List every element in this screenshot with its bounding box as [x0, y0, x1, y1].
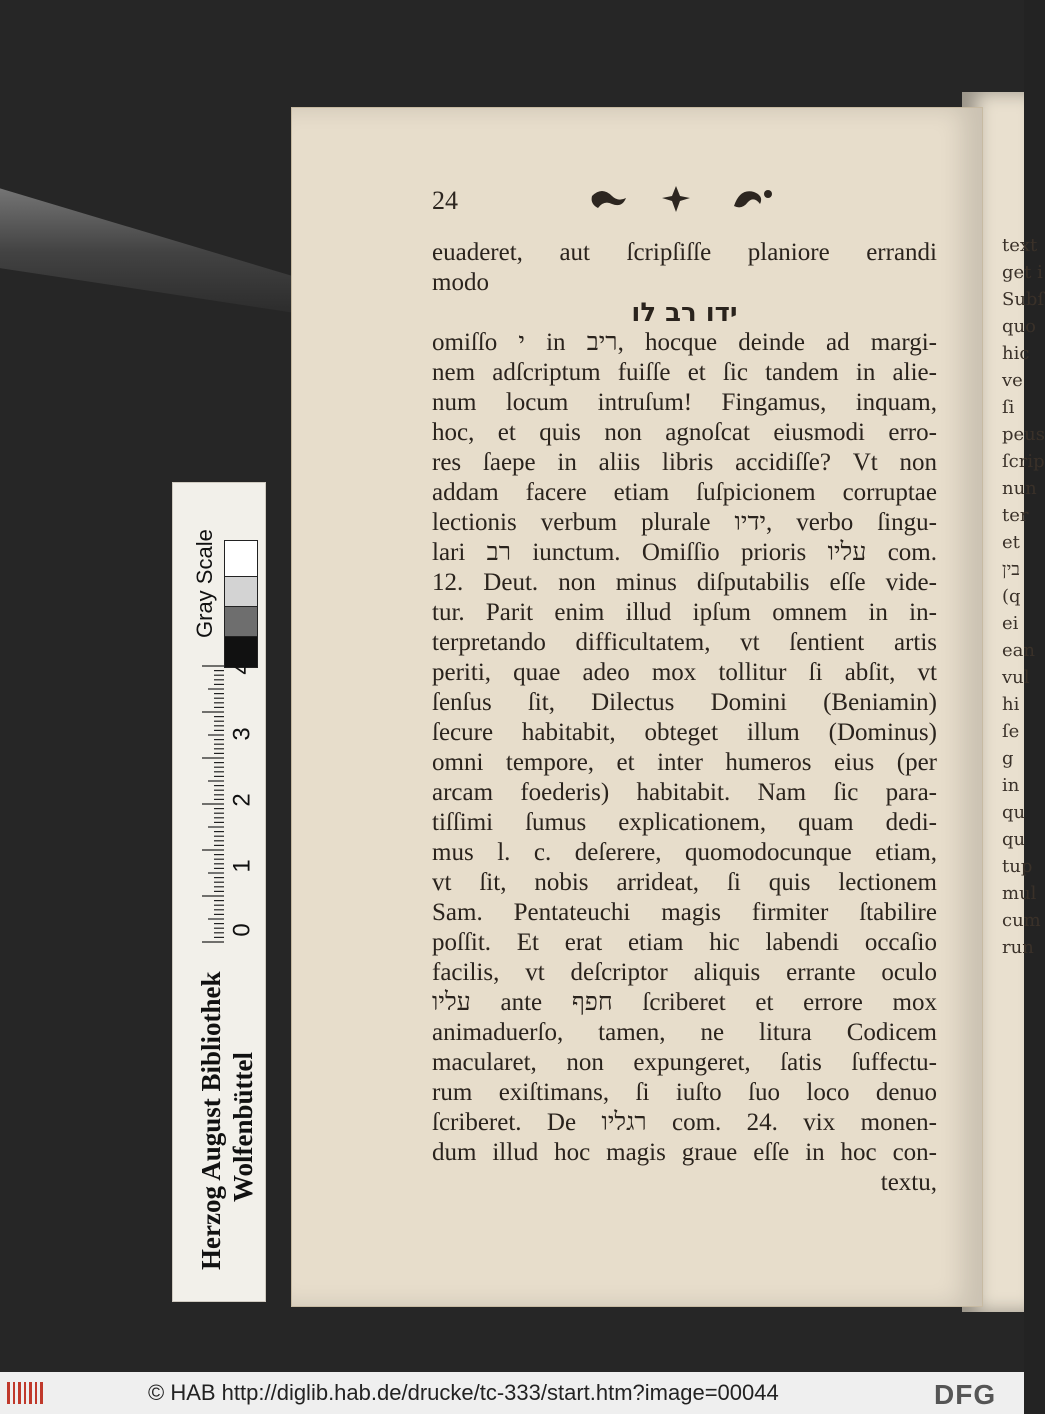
word: quomodocunque [685, 839, 852, 866]
word: dum [432, 1139, 477, 1166]
gray-scale-label: Gray Scale [192, 529, 217, 638]
text-line [432, 508, 937, 538]
word: ſumus [525, 809, 587, 836]
word: poſſit. [432, 929, 492, 956]
next-page-fragment: qu [1002, 802, 1026, 823]
gray-swatch-white [224, 540, 258, 578]
word: in [557, 449, 577, 476]
line-text: textu, [880, 1169, 937, 1196]
word: eius [833, 749, 875, 776]
word: ſtabilire [859, 899, 937, 926]
text-line [432, 748, 937, 778]
word: Fingamus, [721, 389, 827, 416]
text-line [432, 1108, 937, 1138]
text-line [432, 298, 937, 328]
word: vt [740, 629, 760, 656]
word: etiam [613, 479, 670, 506]
word: Et [516, 929, 539, 956]
text-line [432, 658, 937, 688]
next-page-fragment: hic [1002, 343, 1030, 364]
gray-swatch-light [224, 576, 258, 608]
text-line [432, 988, 937, 1018]
copyright-link[interactable]: © HAB http://diglib.hab.de/drucke/tc-333/start.htm?image=00044 [148, 1380, 779, 1405]
word: Omiſſio [641, 539, 720, 566]
next-page-fragment: (q [1002, 586, 1021, 607]
word: quis [539, 419, 581, 446]
word: ſuſpicionem [696, 479, 816, 506]
word: omni [432, 749, 484, 776]
word: Pentateuchi [513, 899, 631, 926]
word: tur. [432, 599, 465, 626]
text-line [432, 478, 937, 508]
text-line [432, 268, 937, 298]
word: ſatis [780, 1049, 822, 1076]
word: lectionem [838, 869, 937, 896]
word: firmiter [751, 899, 829, 926]
text-line [432, 958, 937, 988]
word: macularet, [432, 1049, 537, 1076]
text-line [432, 718, 937, 748]
word: omiſſo [432, 329, 498, 356]
word: inquam, [855, 389, 937, 416]
ruler-institution-name: Herzog August Bibliothek [196, 971, 226, 1270]
next-page-fragment: peus [1002, 424, 1045, 445]
word: diſputabilis [696, 569, 810, 596]
word: non [558, 569, 596, 596]
word: deſerere, [574, 839, 662, 866]
word: ſuffectu- [851, 1049, 937, 1076]
next-page-fragment: in [1002, 775, 1020, 796]
next-page-fragment: quo [1002, 316, 1036, 337]
word: aut [559, 239, 590, 266]
word: verbo [796, 509, 854, 536]
word: graue [681, 1139, 738, 1166]
text-line [432, 1078, 937, 1108]
word: monen- [860, 1109, 937, 1136]
next-page-text [1002, 232, 1045, 961]
page-holder-wedge [0, 175, 320, 315]
word: ריב, [586, 329, 624, 356]
word: terpretando [432, 629, 546, 656]
line-text: modo [432, 269, 489, 296]
word: intruſum! [597, 389, 693, 416]
word: libris [662, 449, 714, 476]
word: adſcriptum [492, 359, 601, 386]
text-line [432, 898, 937, 928]
word: (Beniamin) [823, 689, 937, 716]
word: eſſe [829, 569, 866, 596]
text-line [432, 778, 937, 808]
word: humeros [725, 749, 812, 776]
word: foederis) [520, 779, 610, 806]
word: errante [786, 959, 856, 986]
text-line [432, 418, 937, 448]
word: רב [486, 539, 511, 566]
word: (Dominus) [828, 719, 937, 746]
word: hocque [644, 329, 718, 356]
word: illud [625, 599, 672, 626]
word: minus [615, 569, 677, 596]
word: ſenſus [432, 689, 492, 716]
word: num [432, 389, 477, 416]
word: periti, [432, 659, 492, 686]
next-page-fragment: ve [1002, 370, 1023, 391]
word: margi- [870, 329, 937, 356]
word: agnoſcat [665, 419, 750, 446]
word: Vt [852, 449, 878, 476]
ruler-number: 0 [228, 923, 256, 937]
word: ידיו, [734, 509, 773, 536]
word: magis [606, 1139, 666, 1166]
word: occaſio [864, 929, 937, 956]
word: 12. [432, 569, 464, 596]
text-line [432, 688, 937, 718]
next-page-fragment: mul [1002, 883, 1037, 904]
word: etiam [627, 929, 684, 956]
ruler-number: 2 [228, 793, 256, 807]
ruler-number: 4 [228, 661, 256, 675]
word: non [566, 1049, 604, 1076]
word: nem [432, 359, 476, 386]
next-page-fragment: ſi [1002, 397, 1015, 418]
next-page-fragment: tup [1002, 856, 1033, 877]
next-page-fragment: ter [1002, 505, 1029, 526]
page-number: 24 [432, 186, 458, 215]
word: l. [497, 839, 511, 866]
text-line [432, 868, 937, 898]
word: erat [564, 929, 603, 956]
next-page-fragment: hi [1002, 694, 1020, 715]
word: facilis, [432, 959, 500, 986]
word: hic [709, 929, 740, 956]
ruler-institution-city: Wolfenbüttel [228, 1051, 258, 1202]
ruler-number: 1 [228, 859, 256, 873]
word: illum [746, 719, 800, 746]
word: Dilectus [591, 689, 675, 716]
word: euaderet, [432, 239, 523, 266]
text-line [432, 928, 937, 958]
word: abſit, [844, 659, 896, 686]
word: com. [672, 1109, 722, 1136]
word: vix [803, 1109, 836, 1136]
word: arcam [432, 779, 494, 806]
word: erro- [888, 419, 937, 446]
text-line [432, 628, 937, 658]
word: עליו [432, 989, 471, 1016]
word: para- [885, 779, 937, 806]
word: Nam [757, 779, 807, 806]
word: nobis [534, 869, 589, 896]
word: com. [887, 539, 937, 566]
word: (per [896, 749, 937, 776]
word: mox [892, 989, 937, 1016]
word: mox [651, 659, 697, 686]
word: alie- [892, 359, 937, 386]
word: verbum [540, 509, 618, 536]
word: corruptae [842, 479, 937, 506]
word: in [855, 359, 876, 386]
dfg-logo: DFG [934, 1379, 997, 1410]
word: עליו [827, 539, 867, 566]
word: vt [432, 869, 452, 896]
word: habitabit, [521, 719, 616, 746]
word: et [755, 989, 774, 1016]
word: ſentient [789, 629, 865, 656]
word: De [546, 1109, 577, 1136]
word: c. [533, 839, 552, 866]
word: ipſum [692, 599, 751, 626]
word: addam [432, 479, 499, 506]
word: ſic [722, 359, 748, 386]
word: etiam, [875, 839, 937, 866]
word: hoc [554, 1139, 591, 1166]
next-page-fragment: et [1002, 532, 1020, 553]
gray-swatch-mid [224, 606, 258, 638]
word: eiusmodi [773, 419, 865, 446]
word: et [687, 359, 706, 386]
next-page-fragment: Subſ [1002, 289, 1045, 310]
next-page-fragment: qu [1002, 829, 1026, 850]
word: ſcripſiſſe [626, 239, 712, 266]
word: adeo [582, 659, 630, 686]
word: expungeret, [633, 1049, 751, 1076]
word: in [546, 329, 566, 356]
next-page-fragment: ſe [1002, 721, 1020, 742]
text-line [432, 448, 937, 478]
word: mus [432, 839, 474, 866]
word: ſit, [527, 689, 555, 716]
word: tamen, [598, 1019, 666, 1046]
text-line [432, 1138, 937, 1168]
word: ne [700, 1019, 725, 1046]
word: quae [513, 659, 561, 686]
word: י [518, 329, 525, 356]
word: Sam. [432, 899, 483, 926]
text-line [432, 598, 937, 628]
word: Parit [485, 599, 534, 626]
printers-ornament-icon [584, 182, 784, 216]
word: ſaepe [482, 449, 536, 476]
word: litura [759, 1019, 812, 1046]
word: explicationem, [618, 809, 767, 836]
word: ante [500, 989, 543, 1016]
word: iuſto [675, 1079, 722, 1106]
word: Deut. [483, 569, 539, 596]
word: ſecure [432, 719, 494, 746]
word: dedi- [885, 809, 937, 836]
word: artis [893, 629, 937, 656]
word: ſcriberet. [432, 1109, 522, 1136]
word: quis [768, 869, 811, 896]
next-page-fragment: text [1002, 235, 1038, 256]
word: tandem [765, 359, 839, 386]
text-line [432, 328, 937, 358]
word: vide- [885, 569, 937, 596]
word: tollitur [718, 659, 787, 686]
next-page-fragment: ſcrip [1002, 451, 1045, 472]
word: lari [432, 539, 466, 566]
word: ſcriberet [642, 989, 726, 1016]
word: accidiſſe? [735, 449, 831, 476]
word: loco [806, 1079, 850, 1106]
word: aliquis [693, 959, 761, 986]
next-page-fragment: g [1002, 748, 1014, 769]
word: rum [432, 1079, 473, 1106]
next-page-fragment: ean [1002, 640, 1035, 661]
text-line [432, 1048, 937, 1078]
word: non [604, 419, 642, 446]
text-line [432, 808, 937, 838]
next-page-fragment: ei [1002, 613, 1019, 634]
word: labendi [765, 929, 840, 956]
text-line [432, 838, 937, 868]
word: habitabit. [636, 779, 731, 806]
word: prioris [740, 539, 807, 566]
word: denuo [875, 1079, 937, 1106]
text-line [432, 238, 937, 268]
word: facere [525, 479, 587, 506]
word: deſcriptor [570, 959, 668, 986]
text-line [432, 388, 937, 418]
text-line [432, 1018, 937, 1048]
word: exiſtimans, [498, 1079, 610, 1106]
word: ſi [808, 659, 823, 686]
word: fuiſſe [617, 359, 671, 386]
word: deinde [738, 329, 805, 356]
word: ſuo [748, 1079, 781, 1106]
word: et [497, 419, 516, 446]
word: Domini [710, 689, 787, 716]
word: in [805, 1139, 825, 1166]
word: difficultatem, [575, 629, 711, 656]
word: ſit, [479, 869, 507, 896]
word: רגליו [601, 1109, 647, 1136]
next-page-fragment: בין [1002, 559, 1020, 580]
word: non [899, 449, 937, 476]
word: omnem [772, 599, 848, 626]
word: con- [892, 1139, 937, 1166]
word: hoc [840, 1139, 877, 1166]
word: ſingu- [877, 509, 937, 536]
word: tempore, [505, 749, 595, 776]
ruler-number: 3 [228, 727, 256, 741]
word: planiore [747, 239, 830, 266]
word: et [616, 749, 635, 776]
next-page-fragment: nun [1002, 478, 1037, 499]
word: animaduerſo, [432, 1019, 564, 1046]
word: lectionis [432, 509, 517, 536]
text-line [432, 358, 937, 388]
next-page-fragment: vul [1002, 667, 1030, 688]
next-page-fragment: run [1002, 937, 1034, 958]
barcode-icon [6, 1380, 46, 1406]
word: 24. [746, 1109, 778, 1136]
body-text [432, 238, 937, 1198]
line-text: ידו רב לו [631, 298, 738, 328]
word: vt [525, 959, 545, 986]
word: eſſe [753, 1139, 790, 1166]
text-line [432, 568, 937, 598]
word: obteget [644, 719, 719, 746]
word: illud [492, 1139, 539, 1166]
next-page-fragment: get i [1002, 262, 1043, 283]
word: inter [657, 749, 703, 776]
word: ſi [726, 869, 741, 896]
word: ſi [635, 1079, 650, 1106]
word: arrideat, [616, 869, 700, 896]
word: in [868, 599, 888, 626]
text-line [432, 538, 937, 568]
word: iunctum. [532, 539, 621, 566]
word: Codicem [846, 1019, 937, 1046]
word: errore [803, 989, 863, 1016]
word: res [432, 449, 462, 476]
word: ſic [833, 779, 859, 806]
word: in- [909, 599, 937, 626]
word: locum [505, 389, 569, 416]
word: quam [798, 809, 854, 836]
word: vt [917, 659, 937, 686]
word: חפף [571, 989, 613, 1016]
word: plurale [641, 509, 711, 536]
next-page-fragment: cum [1002, 910, 1041, 931]
word: errandi [866, 239, 937, 266]
word: enim [554, 599, 605, 626]
text-line [432, 1168, 937, 1198]
word: oculo [881, 959, 937, 986]
word: hoc, [432, 419, 475, 446]
word: ad [826, 329, 850, 356]
word: magis [661, 899, 721, 926]
ruler-ticks [196, 660, 226, 950]
word: tiſſimi [432, 809, 494, 836]
word: aliis [598, 449, 641, 476]
